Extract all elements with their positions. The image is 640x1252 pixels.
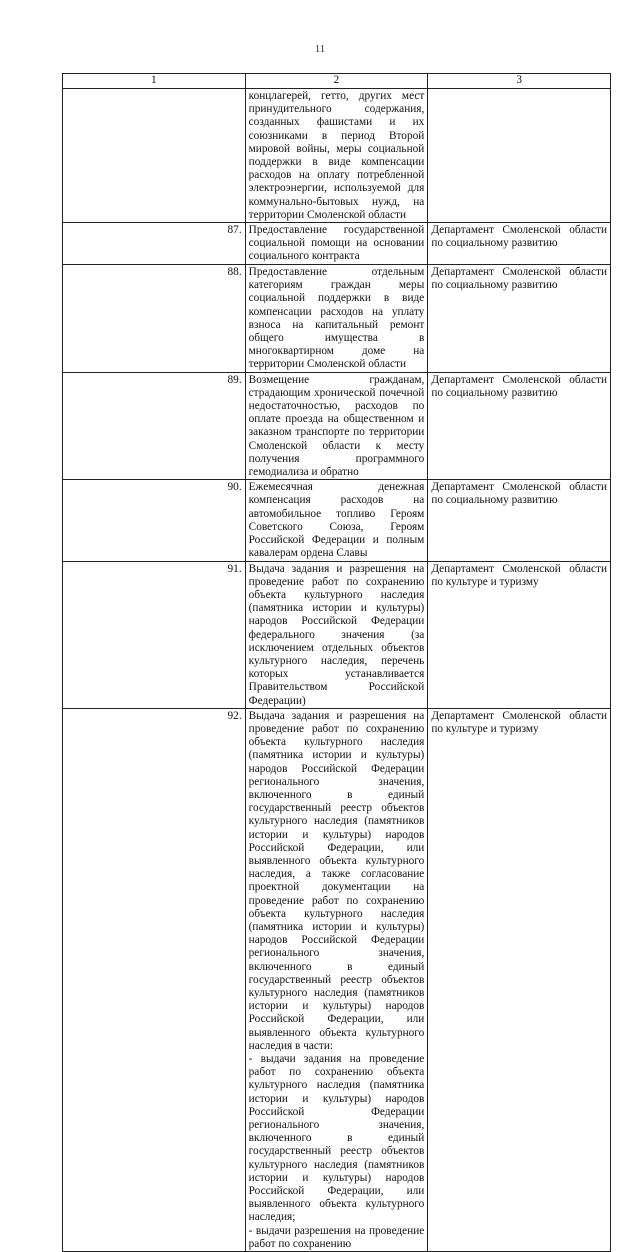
department-cell: Департамент Смоленской области по социальному развитию: [428, 480, 611, 561]
service-text: Предоставление отдельным категориям граждан меры социальной поддержки в виде компенсации расходов на уплату взноса на капитальный ремонт общего имущества в многоквартирном доме на территории Смоленской области: [245, 265, 428, 373]
service-text: Ежемесячная денежная компенсация расходов на автомобильное топливо Героям Советского Союза, Героям Российской Федерации и полным кавалерам ордена Славы: [245, 480, 428, 561]
row-number: 90.: [63, 480, 246, 561]
service-paragraph: - выдачи задания на проведение работ по сохранению объекта культурного наследия (памятника истории и культуры) народов Российской Федерации регионального значения, включенного в единый государственный реестр объектов культурного наследия (памятников истории и культуры) народов Российской Федерации, или выявленного объекта культурного наследия;: [248, 1053, 425, 1224]
row-number: 88.: [63, 265, 246, 373]
table-row: [63, 223, 611, 265]
row-number: 87.: [63, 223, 246, 265]
service-text: Выдача задания и разрешения на проведение работ по сохранению объекта культурного наследия (памятника истории и культуры) народов Российской Федерации федерального значения (за исключением отдельных объектов культурного наследия, перечень которых устанавливается Правительством Российской Федерации): [245, 561, 428, 708]
table-row: [63, 372, 611, 480]
department-cell: Департамент Смоленской области по социальному развитию: [428, 265, 611, 373]
table-row: [63, 480, 611, 561]
service-text: Предоставление государственной социальной помощи на основании социального контракта: [245, 223, 428, 265]
department-cell: Департамент Смоленской области по социальному развитию: [428, 223, 611, 265]
service-text: [245, 708, 428, 1251]
page-number: 11: [314, 43, 326, 55]
table-row: [63, 265, 611, 373]
department-cell: [428, 89, 611, 223]
row-number: [63, 89, 246, 223]
row-number: 91.: [63, 561, 246, 708]
department-cell: Департамент Смоленской области по культуре и туризму: [428, 708, 611, 1251]
services-table: [62, 73, 611, 1252]
service-text: Возмещение гражданам, страдающим хронической почечной недостаточностью, расходов по оплате проезда на общественном и заказном транспорте по территории Смоленской области к месту получения программного гемодиализа и обратно: [245, 372, 428, 480]
service-paragraph: Выдача задания и разрешения на проведение работ по сохранению объекта культурного наследия (памятника истории и культуры) народов Российской Федерации регионального значения, включенного в единый государственный реестр объектов культурного наследия (памятников истории и культуры) народов Российской Федерации, или выявленного объекта культурного наследия, а также согласование проектной документации на проведение работ по сохранению объекта культурного наследия (памятника истории и культуры) народов Российской Федерации регионального значения, включенного в единый государственный реестр объектов культурного наследия (памятников истории и культуры) народов Российской Федерации, или выявленного объекта культурного наследия в части:: [248, 709, 425, 1052]
service-text-continued: концлагерей, гетто, других мест принудительного содержания, созданных фашистами и их союзниками в период Второй мировой войны, меры социальной поддержки в виде компенсации расходов на оплату потребленной электроэнергии, используемой для коммунально-бытовых нужд, на территории Смоленской области: [245, 89, 428, 223]
department-cell: Департамент Смоленской области по социальному развитию: [428, 372, 611, 480]
department-cell: Департамент Смоленской области по культуре и туризму: [428, 561, 611, 708]
table-row: [63, 561, 611, 708]
column-header-3: 3: [428, 74, 611, 89]
column-header-1: 1: [63, 74, 246, 89]
table-row: [63, 89, 611, 223]
column-header-2: 2: [245, 74, 428, 89]
table-row: [63, 708, 611, 1251]
row-number: 89.: [63, 372, 246, 480]
service-paragraph: - выдачи разрешения на проведение работ по сохранению: [248, 1224, 425, 1250]
table-header-row: [63, 74, 611, 89]
row-number: 92.: [63, 708, 246, 1251]
